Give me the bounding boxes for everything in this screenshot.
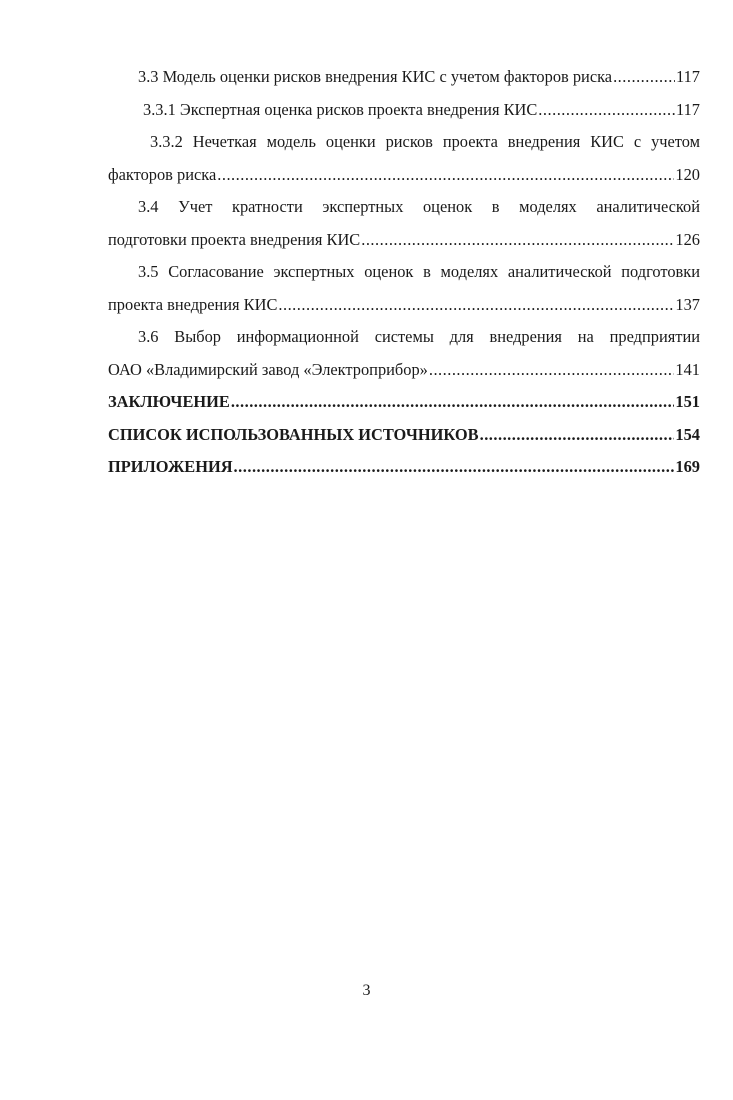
toc-entry-first-line: 3.3.2 Нечеткая модель оценки рисков проекта внедрения КИС с учетом	[150, 132, 700, 151]
dot-leader	[234, 451, 675, 484]
toc-entry-page: 169	[675, 457, 700, 476]
toc-entry-label: факторов риска	[108, 164, 217, 184]
toc-entry-first-line: 3.6 Выбор информационной системы для внедрения на предприятии	[138, 327, 700, 346]
dot-leader	[217, 159, 674, 192]
toc-entry-references	[108, 419, 700, 452]
toc-entry-first-line: 3.4 Учет кратности экспертных оценок в моделях аналитической	[138, 197, 700, 216]
toc-entry-label: ПРИЛОЖЕНИЯ	[108, 457, 233, 476]
dot-leader	[480, 419, 675, 452]
toc-entry-3-3-1	[108, 94, 700, 127]
dot-leader	[231, 386, 675, 419]
toc-entry-label: подготовки проекта внедрения КИС	[108, 229, 361, 249]
toc-entry-conclusion	[108, 386, 700, 419]
toc-entry-label: ЗАКЛЮЧЕНИЕ	[108, 392, 230, 411]
toc-entry-page: 126	[675, 229, 700, 249]
toc-entry-label: 3.3.1 Экспертная оценка рисков проекта внедрения КИС	[143, 99, 538, 119]
toc-entry-appendices	[108, 451, 700, 484]
toc-entry-3-5	[108, 256, 700, 321]
toc-entry-page: 120	[675, 164, 700, 184]
toc-entry-label: проекта внедрения КИС	[108, 294, 278, 314]
toc-entry-page: 141	[675, 359, 700, 379]
toc-entry-page: 117	[676, 67, 700, 86]
toc-entry-page: 154	[675, 424, 700, 444]
toc-entry-label: ОАО «Владимирский завод «Электроприбор»	[108, 359, 428, 379]
toc-entry-3-3	[108, 61, 700, 94]
dot-leader	[429, 354, 675, 387]
toc-entry-first-line: 3.5 Согласование экспертных оценок в моделях аналитической подготовки	[138, 262, 700, 281]
dot-leader	[613, 61, 675, 94]
dot-leader	[538, 94, 675, 127]
toc-entry-3-3-2	[108, 126, 700, 191]
toc-entry-label: СПИСОК ИСПОЛЬЗОВАННЫХ ИСТОЧНИКОВ	[108, 424, 479, 444]
toc-entry-3-6	[108, 321, 700, 386]
dot-leader	[278, 289, 674, 322]
page-number: 3	[362, 982, 371, 999]
toc-entry-page: 117	[676, 99, 700, 119]
toc-entry-page: 137	[675, 294, 700, 314]
toc-entry-page: 151	[675, 392, 700, 411]
table-of-contents	[108, 61, 700, 484]
dot-leader	[361, 224, 674, 257]
toc-entry-label: 3.3 Модель оценки рисков внедрения КИС с учетом факторов риска	[138, 67, 613, 86]
toc-entry-3-4	[108, 191, 700, 256]
